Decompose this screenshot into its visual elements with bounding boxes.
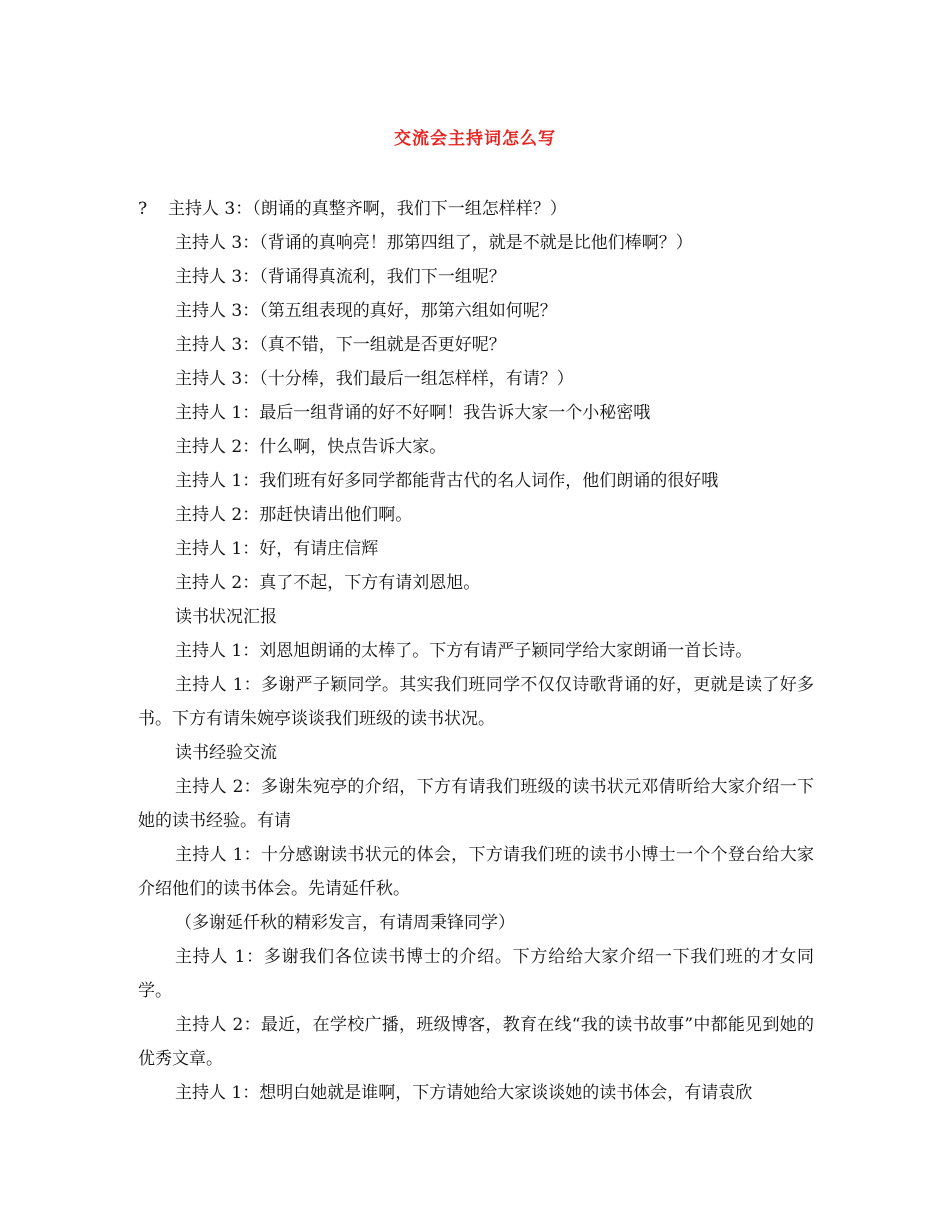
section-heading: 读书经验交流: [175, 743, 277, 763]
paragraph: 主持人 1：多谢我们各位读书博士的介绍。下方给给大家介绍一下我们班的才女同学。: [138, 947, 814, 1001]
paragraph: 主持人 1：想明白她就是谁啊，下方请她给大家谈谈她的读书体会，有请袁欣: [175, 1083, 753, 1103]
paragraph: 主持人 3：（十分棒，我们最后一组怎样样，有请？）: [175, 369, 574, 389]
paragraph: 主持人 1：好，有请庄信辉: [175, 539, 379, 559]
paragraph: 主持人 3：（真不错，下一组就是否更好呢？: [175, 335, 506, 355]
paragraph: 主持人 3：（背诵得真流利，我们下一组呢？: [175, 267, 506, 287]
first-paragraph: [138, 192, 814, 226]
paragraph: 主持人 1：十分感谢读书状元的体会，下方请我们班的读书小博士一个个登台给大家介绍他们的读书体会。先请延仟秋。: [138, 845, 814, 899]
paragraph: 主持人 1：最后一组背诵的好不好啊！我告诉大家一个小秘密哦: [175, 403, 651, 423]
paragraph: 主持人 2：多谢朱宛亭的介绍，下方有请我们班级的读书状元邓倩昕给大家介绍一下她的读书经验。有请: [138, 777, 814, 831]
paragraph: 主持人 2：那赶快请出他们啊。: [175, 505, 413, 525]
section-heading: 读书状况汇报: [175, 607, 277, 627]
paragraph: 主持人 2：真了不起，下方有请刘恩旭。: [175, 573, 481, 593]
first-paragraph-text: 主持人 3：（朗诵的真整齐啊，我们下一组怎样样？）: [168, 199, 567, 219]
paragraph: 主持人 3：（第五组表现的真好，那第六组如何呢？: [175, 301, 557, 321]
paragraph: 主持人 3：（背诵的真响亮！那第四组了，就是不就是比他们棒啊？）: [175, 233, 693, 253]
paragraph: 主持人 1：多谢严子颖同学。其实我们班同学不仅仅诗歌背诵的好，更就是读了好多书。下方有请朱婉亭谈谈我们班级的读书状况。: [138, 675, 814, 729]
paragraph: 主持人 2：什么啊，快点告诉大家。: [175, 437, 447, 457]
page-title: 交流会主持词怎么写: [394, 129, 556, 149]
paragraph: 主持人 1：我们班有好多同学都能背古代的名人词作，他们朗诵的很好哦: [175, 471, 719, 491]
document-body: [138, 192, 814, 1110]
paragraph: 主持人 1：刘恩旭朗诵的太棒了。下方有请严子颖同学给大家朗诵一首长诗。: [175, 641, 753, 661]
paragraph: （多谢延仟秋的精彩发言，有请周秉锋同学）: [175, 913, 515, 933]
bullet-marker: ?: [138, 199, 148, 219]
paragraph: 主持人 2：最近，在学校广播，班级博客，教育在线“我的读书故事”中都能见到她的优秀文章。: [138, 1015, 814, 1069]
